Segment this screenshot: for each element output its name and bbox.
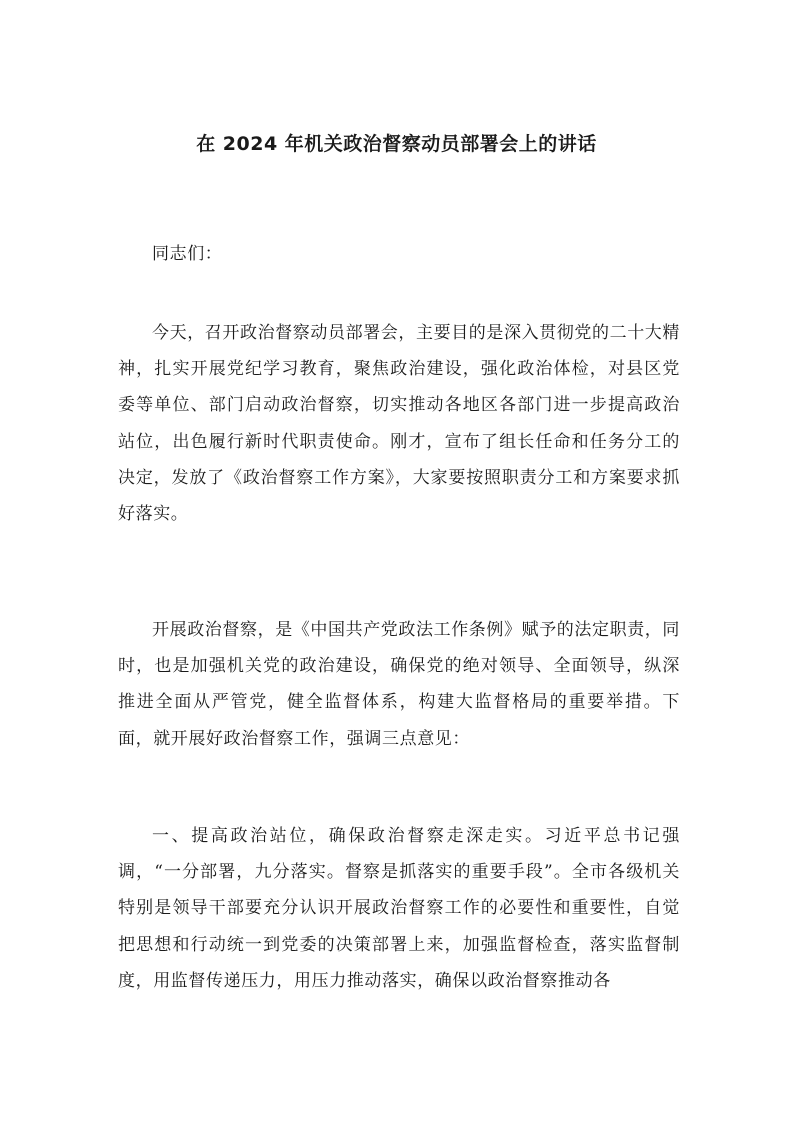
document-title: 在 2024 年机关政治督察动员部署会上的讲话 [196, 133, 597, 155]
paragraph-purpose: 开展政治督察，是《中国共产党政法工作条例》赋予的法定职责，同时，也是加强机关党的政治建设，确保党的绝对领导、全面领导，纵深推进全面从严管党，健全监督体系，构建大监督格局的重要举措。下面，就开展好政治督察工作，强调三点意见： [118, 620, 680, 749]
paragraph-point-one: 一、提高政治站位，确保政治督察走深走实。习近平总书记强调，“一分部署，九分落实。督察是抓落实的重要手段”。全市各级机关特别是领导干部要充分认识开展政治督察工作的必要性和重要性，自觉把思想和行动统一到党委的决策部署上来，加强监督检查，落实监督制度，用监督传递压力，用压力推动落实，确保以政治督察推动各 [118, 826, 680, 991]
greeting: 同志们： [152, 244, 223, 264]
paragraph-opening: 今天，召开政治督察动员部署会，主要目的是深入贯彻党的二十大精神，扎实开展党纪学习教育，聚焦政治建设，强化政治体检，对县区党委等单位、部门启动政治督察，切实推动各地区各部门进一步提高政治站位，出色履行新时代职责使命。刚才，宣布了组长任命和任务分工的决定，发放了《政治督察工作方案》，大家要按照职责分工和方案要求抓好落实。 [118, 323, 680, 525]
